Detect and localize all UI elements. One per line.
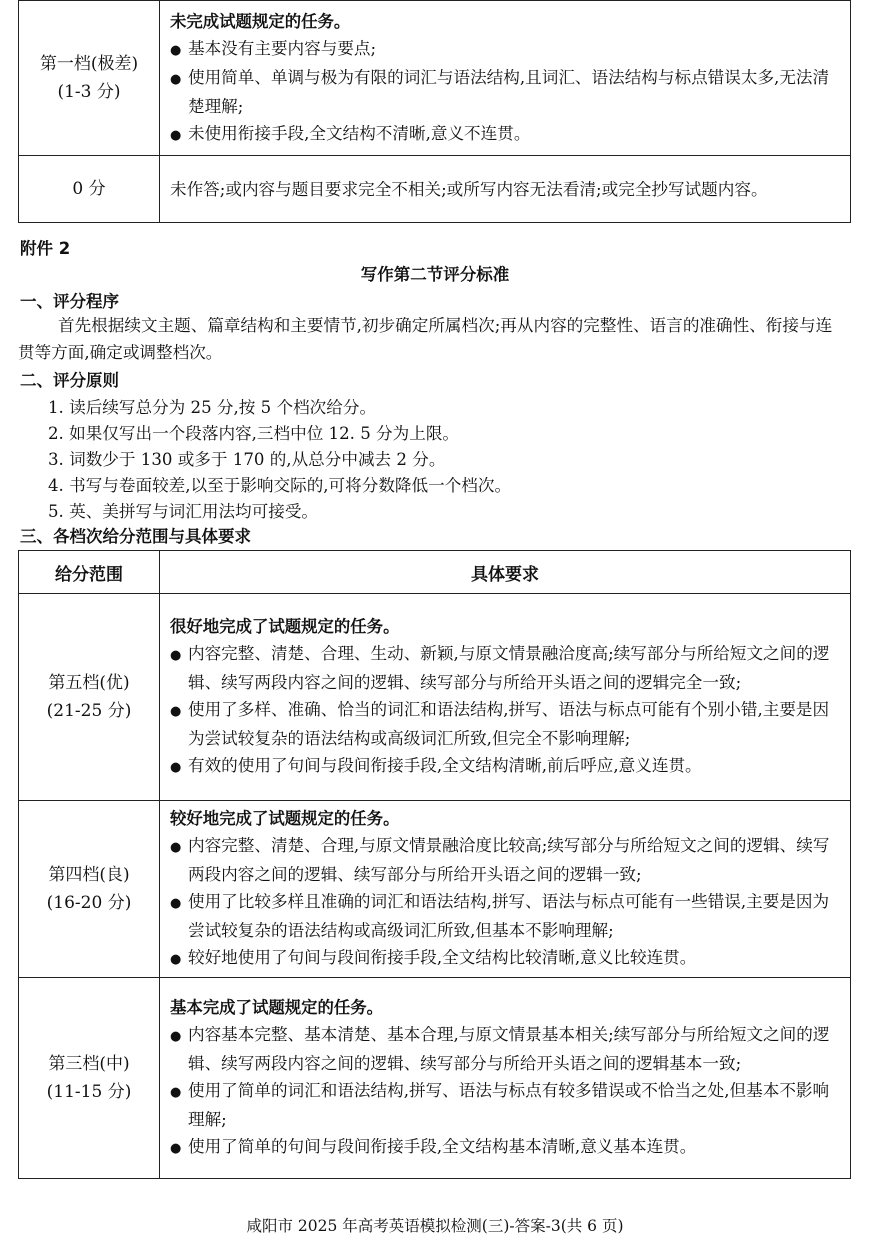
bullet-icon: ● xyxy=(170,760,182,775)
level-name: 第五档(优) xyxy=(48,673,130,693)
table-row xyxy=(19,594,851,801)
scoring-table xyxy=(18,550,851,1179)
level-cell xyxy=(19,978,160,1179)
bullet-icon: ● xyxy=(170,896,182,911)
level-cell xyxy=(19,801,160,978)
task-statement: 基本完成了试题规定的任务。 xyxy=(170,998,384,1017)
task-statement: 很好地完成了试题规定的任务。 xyxy=(170,617,400,636)
bullet-item: ● 使用了简单的句间与段间衔接手段,全文结构基本清晰,意义基本连贯。 xyxy=(170,1133,842,1162)
level-range: (21-25 分) xyxy=(46,701,132,721)
task-statement: 未完成试题规定的任务。 xyxy=(170,11,351,31)
rule-item: 4. 书写与卷面较差,以至于影响交际的,可将分数降低一个档次。 xyxy=(48,476,512,495)
bullet-item: ● 使用了简单的词汇和语法结构,拼写、语法与标点有较多错误或不恰当之处,但基本不影响理解; xyxy=(170,1081,830,1129)
rule-item: 3. 词数少于 130 或多于 170 的,从总分中减去 2 分。 xyxy=(48,450,446,469)
bullet-icon: ● xyxy=(170,71,182,87)
requirement-cell: 未作答;或内容与题目要求完全不相关;或所写内容无法看清;或完全抄写试题内容。 xyxy=(160,156,851,223)
attachment-label: 附件 2 xyxy=(20,239,71,258)
bullet-icon: ● xyxy=(170,127,182,143)
bullet-icon: ● xyxy=(170,42,182,58)
top-score-table xyxy=(18,0,851,223)
rule-item: 5. 英、美拼写与词汇用法均可接受。 xyxy=(48,502,319,521)
level-cell: 0 分 xyxy=(19,156,160,223)
bullet-item: ● 使用了多样、准确、恰当的词汇和语法结构,拼写、语法与标点可能有个别小错,主要是因为尝试较复杂的语法结构或高级词汇所致,但完全不影响理解; xyxy=(170,700,830,748)
bullet-item: ● 使用简单、单调与极为有限的词汇与语法结构,且词汇、语法结构与标点错误太多,无法清楚理解; xyxy=(170,67,830,116)
section-heading: 一、评分程序 xyxy=(20,292,119,311)
level-cell xyxy=(19,594,160,801)
table-row xyxy=(19,1,851,156)
bullet-item: ● 未使用衔接手段,全文结构不清晰,意义不连贯。 xyxy=(170,120,842,149)
page-footer: 咸阳市 2025 年高考英语模拟检测(三)-答案-3(共 6 页) xyxy=(246,1217,624,1235)
table-row xyxy=(19,156,851,223)
requirement-cell xyxy=(160,801,851,978)
bullet-icon: ● xyxy=(170,648,182,663)
task-statement: 较好地完成了试题规定的任务。 xyxy=(170,809,400,828)
bullet-item: ● 较好地使用了句间与段间衔接手段,全文结构比较清晰,意义比较连贯。 xyxy=(170,944,842,973)
level-range: (1-3 分) xyxy=(57,82,121,102)
level-name: 第四档(良) xyxy=(48,865,130,885)
table-row xyxy=(19,801,851,978)
column-header: 给分范围 xyxy=(19,551,160,594)
rule-item: 1. 读后续写总分为 25 分,按 5 个档次给分。 xyxy=(48,398,377,417)
bullet-icon: ● xyxy=(170,1141,182,1156)
section-heading: 三、各档次给分范围与具体要求 xyxy=(20,527,251,546)
bullet-icon: ● xyxy=(170,704,182,719)
requirement-cell xyxy=(160,978,851,1179)
rule-item: 2. 如果仅写出一个段落内容,三档中位 12. 5 分为上限。 xyxy=(48,424,460,443)
bullet-item: ● 有效的使用了句间与段间衔接手段,全文结构清晰,前后呼应,意义连贯。 xyxy=(170,752,842,781)
column-header: 具体要求 xyxy=(160,551,851,594)
section-heading: 二、评分原则 xyxy=(20,371,119,390)
level-cell xyxy=(19,1,160,156)
requirement-cell xyxy=(160,594,851,801)
level-name: 第一档(极差) xyxy=(39,54,139,74)
bullet-item: ● 内容基本完整、基本清楚、基本合理,与原文情景基本相关;续写部分与所给短文之间的逻辑、续写两段内容之间的逻辑、续写部分与所给开头语之间的逻辑基本一致; xyxy=(170,1025,830,1073)
bullet-item: ● 使用了比较多样且准确的词汇和语法结构,拼写、语法与标点可能有一些错误,主要是因为尝试较复杂的语法结构或高级词汇所致,但基本不影响理解; xyxy=(170,892,830,940)
requirement-cell xyxy=(160,1,851,156)
table-row xyxy=(19,978,851,1179)
bullet-item: ● 内容完整、清楚、合理,与原文情景融洽度比较高;续写部分与所给短文之间的逻辑、续写两段内容之间的逻辑、续写部分与所给开头语之间的逻辑一致; xyxy=(170,836,830,884)
bullet-icon: ● xyxy=(170,840,182,855)
level-name: 第三档(中) xyxy=(48,1054,130,1074)
page-title: 写作第二节评分标准 xyxy=(360,265,510,284)
level-range: (16-20 分) xyxy=(46,893,132,913)
bullet-item: ● 内容完整、清楚、合理、生动、新颖,与原文情景融洽度高;续写部分与所给短文之间的逻辑、续写两段内容之间的逻辑、续写部分与所给开头语之间的逻辑完全一致; xyxy=(170,644,830,692)
table-header-row xyxy=(19,551,851,594)
bullet-item: ● 基本没有主要内容与要点; xyxy=(170,35,842,64)
bullet-icon: ● xyxy=(170,1029,182,1044)
bullet-icon: ● xyxy=(170,952,182,967)
level-range: (11-15 分) xyxy=(46,1082,132,1102)
bullet-icon: ● xyxy=(170,1085,182,1100)
section-paragraph: 首先根据续文主题、篇章结构和主要情节,初步确定所属档次;再从内容的完整性、语言的准确性、衔接与连贯等方面,确定或调整档次。 xyxy=(18,316,833,362)
